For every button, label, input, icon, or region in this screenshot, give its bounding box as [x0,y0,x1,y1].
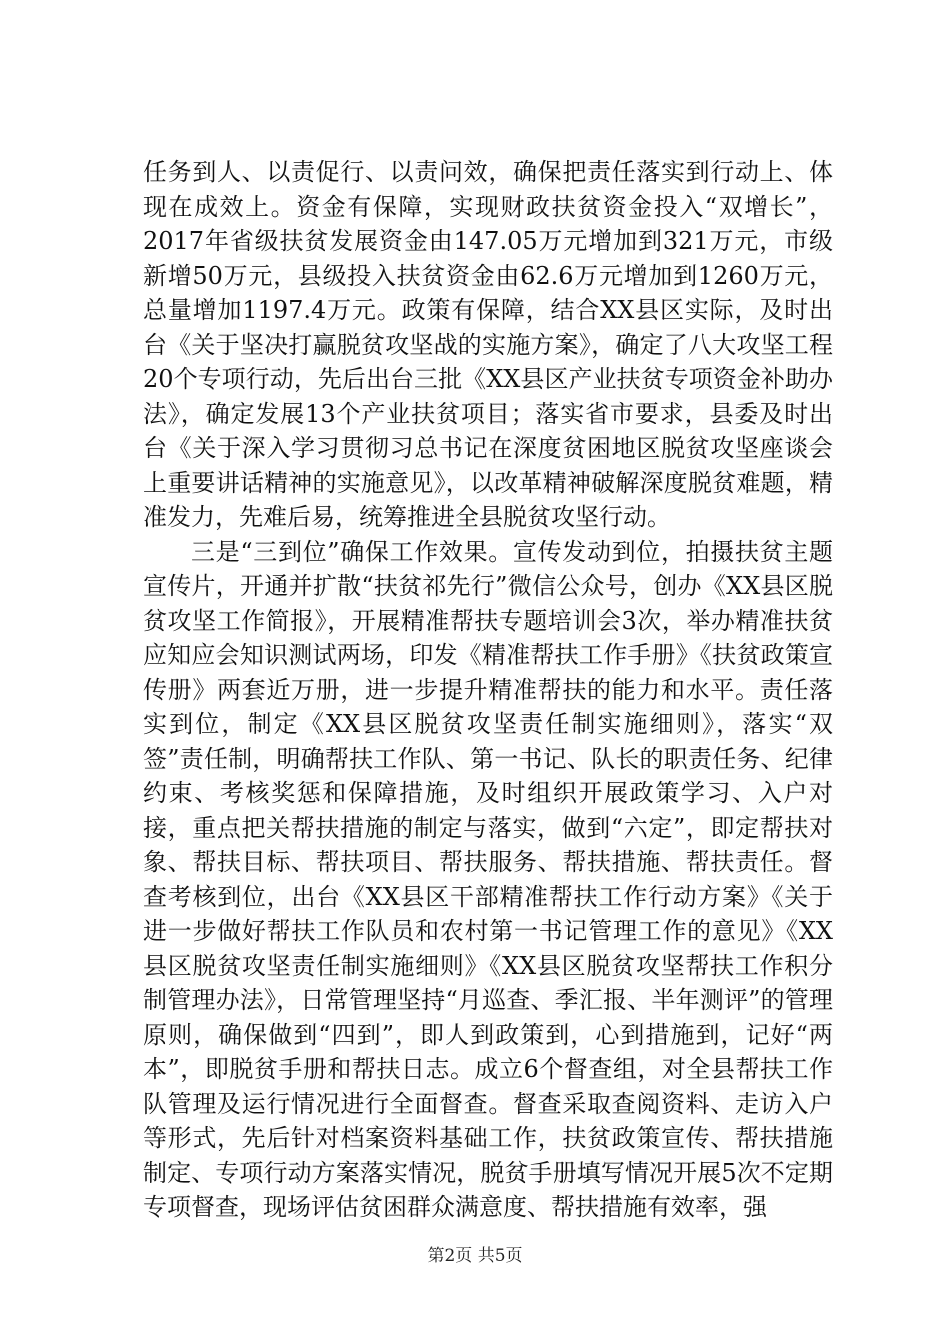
document-body [143,155,833,1225]
paragraph-three-in-place: 三是“三到位”确保工作效果。宣传发动到位，拍摄扶贫主题宣传片，开通并扩散“扶贫祁先行”微信公众号，创办《XX县区脱贫攻坚工作简报》，开展精准帮扶专题培训会3次，举办精准扶贫应知应会知识测试两场，印发《精准帮扶工作手册》《扶贫政策宣传册》两套近万册，进一步提升精准帮扶的能力和水平。责任落实到位，制定《XX县区脱贫攻坚责任制实施细则》，落实“双签”责任制，明确帮扶工作队、第一书记、队长的职责任务、纪律约束、考核奖惩和保障措施，及时组织开展政策学习、入户对接，重点把关帮扶措施的制定与落实，做到“六定”，即定帮扶对象、帮扶目标、帮扶项目、帮扶服务、帮扶措施、帮扶责任。督查考核到位，出台《XX县区干部精准帮扶工作行动方案》《关于进一步做好帮扶工作队员和农村第一书记管理工作的意见》《XX县区脱贫攻坚责任制实施细则》《XX县区脱贫攻坚帮扶工作积分制管理办法》，日常管理坚持“月巡查、季汇报、半年测评”的管理原则，确保做到“四到”，即人到政策到，心到措施到，记好“两本”，即脱贫手册和帮扶日志。成立6个督查组，对全县帮扶工作队管理及运行情况进行全面督查。督查采取查阅资料、走访入户等形式，先后针对档案资料基础工作，扶贫政策宣传、帮扶措施制定、专项行动方案落实情况，脱贫手册填写情况开展5次不定期专项督查，现场评估贫困群众满意度、帮扶措施有效率，强 [143,537,833,1221]
page-footer: 第2页 共5页 [427,1246,523,1266]
paragraph-funding-policy: 任务到人、以责促行、以责问效，确保把责任落实到行动上、体现在成效上。资金有保障，实现财政扶贫资金投入“双增长”，2017年省级扶贫发展资金由147.05万元增加到321万元，市级新增50万元，县级投入扶贫资金由62.6万元增加到1260万元，总量增加1197.4万元。政策有保障，结合XX县区实际，及时出台《关于坚决打赢脱贫攻坚战的实施方案》，确定了八大攻坚工程20个专项行动，先后出台三批《XX县区产业扶贫专项资金补助办法》，确定发展13个产业扶贫项目；落实省市要求，县委及时出台《关于深入学习贯彻习总书记在深度贫困地区脱贫攻坚座谈会上重要讲话精神的实施意见》，以改革精神破解深度脱贫难题，精准发力，先难后易，统筹推进全县脱贫攻坚行动。 [143,158,833,531]
